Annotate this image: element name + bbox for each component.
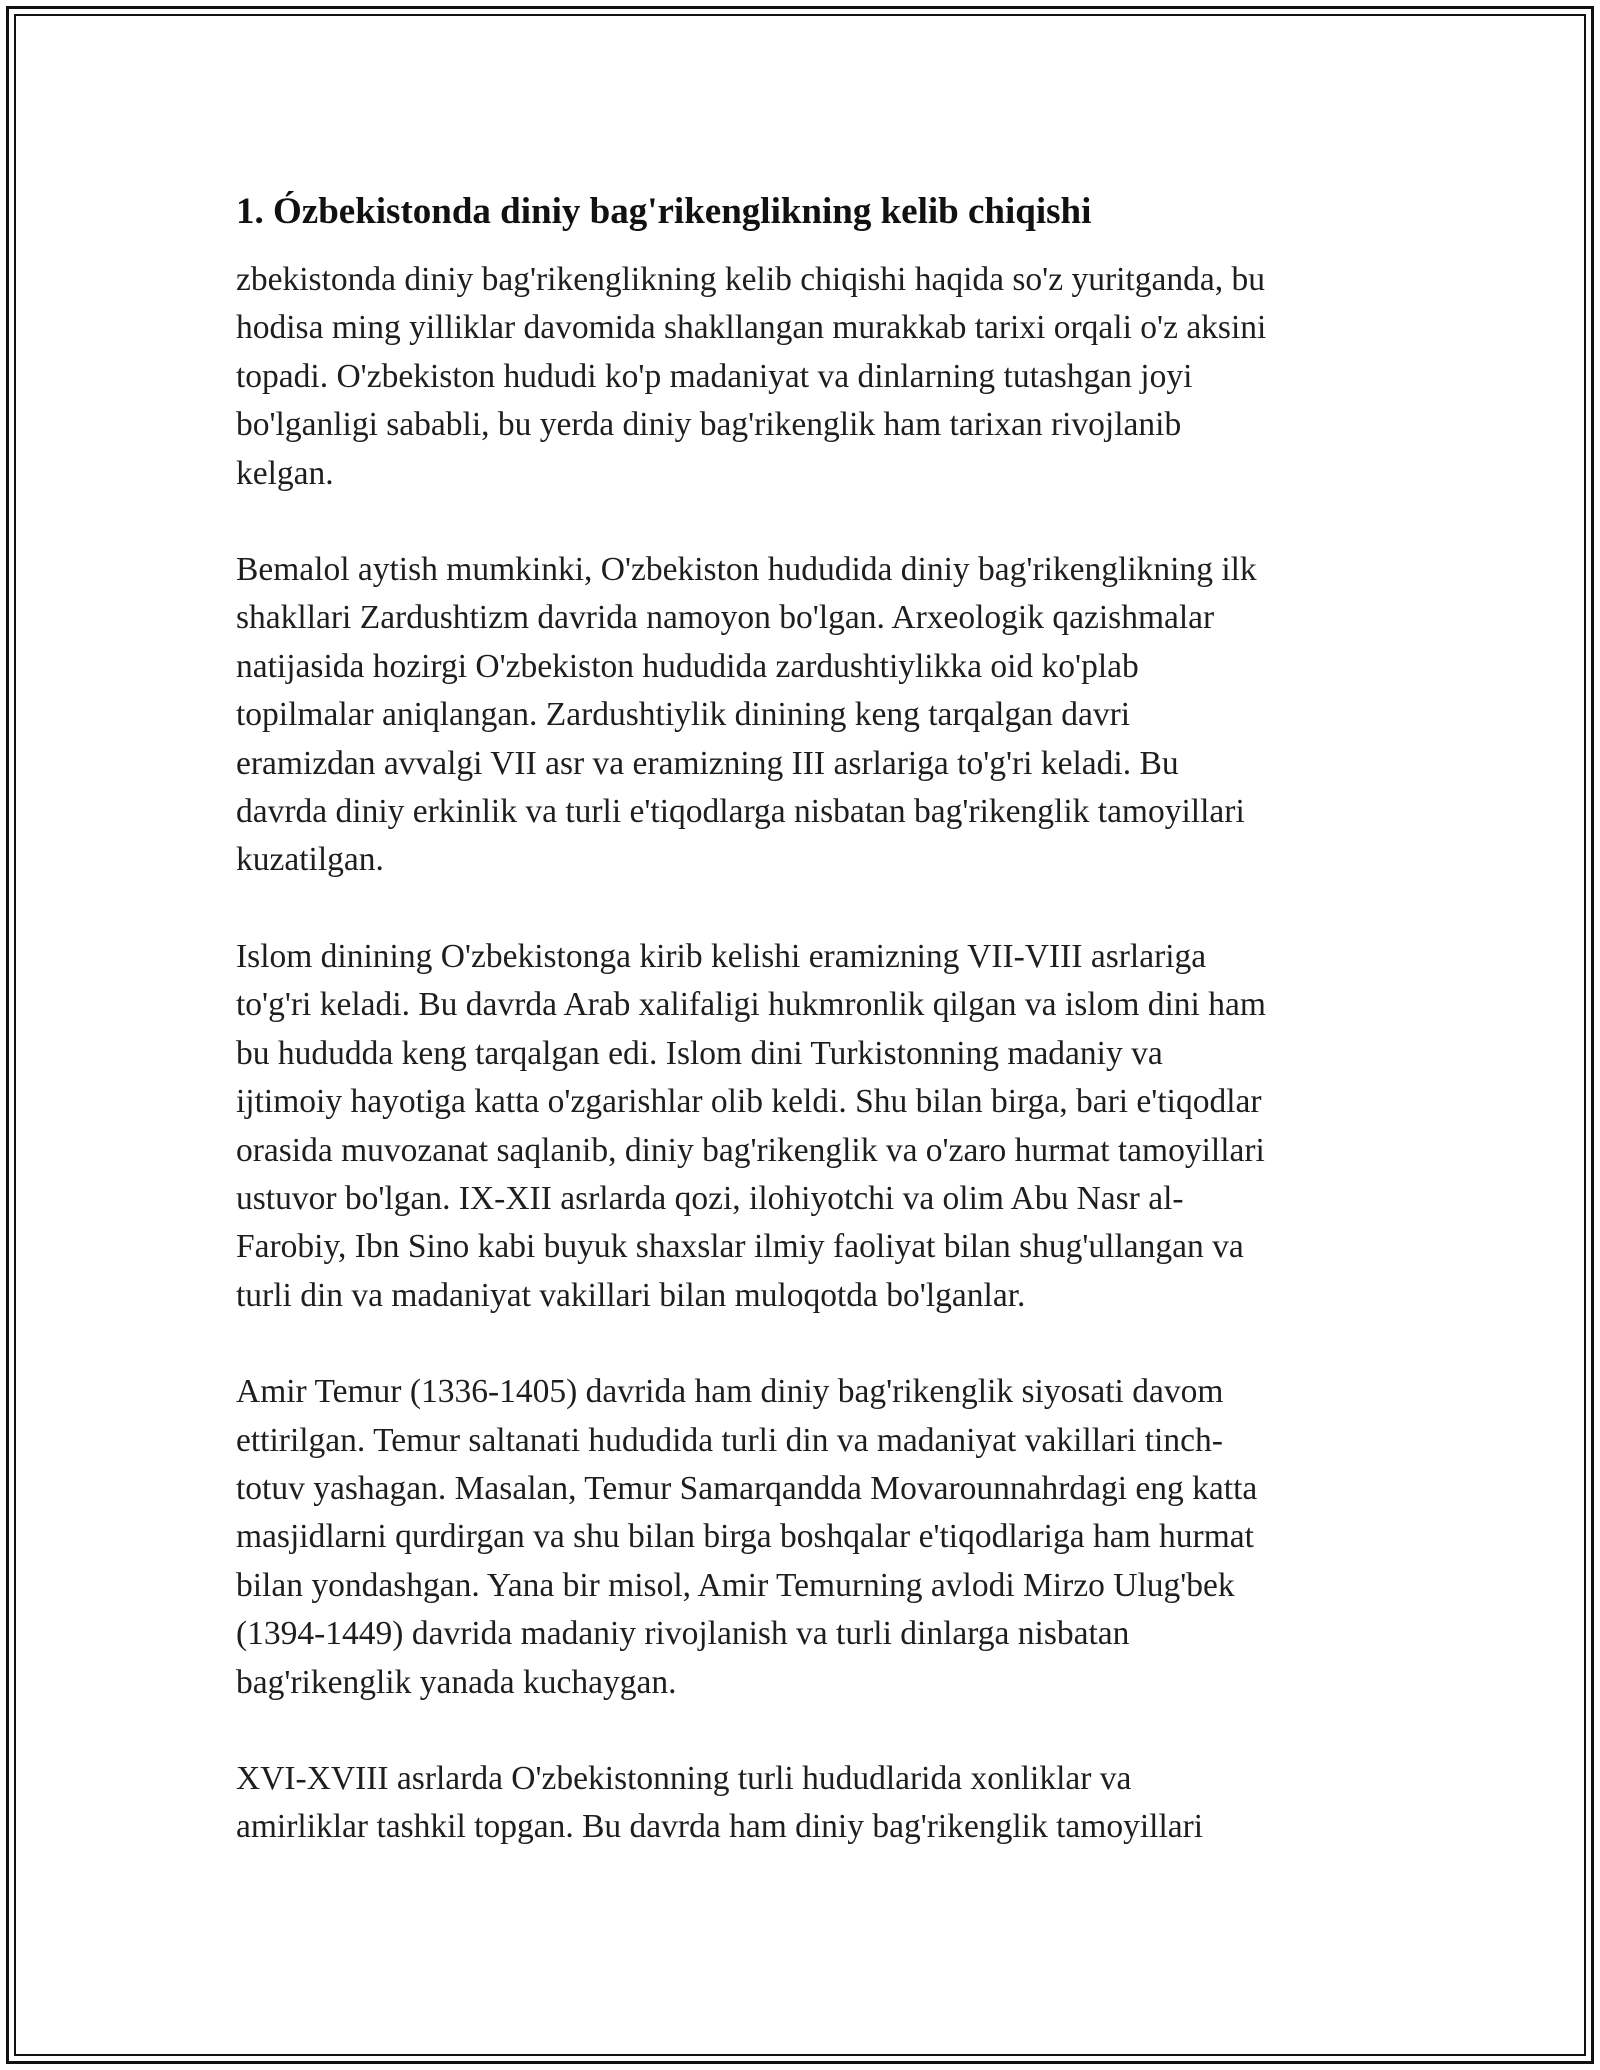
section-heading: 1. Ózbekistonda diniy bag'rikenglikning kelib chiqishi xyxy=(236,191,1092,232)
paragraph-5 xyxy=(236,1755,1368,1852)
text-line: natijasida hozirgi O'zbekiston hududida zardushtiylikka oid ko'plab xyxy=(236,647,1139,685)
paragraph-1 xyxy=(236,256,1368,498)
text-line: bo'lganligi sababli, bu yerda diniy bag'rikenglik ham tarixan rivojlanib xyxy=(236,406,1182,444)
text-line: bag'rikenglik yanada kuchaygan. xyxy=(236,1663,677,1701)
paragraph-2 xyxy=(236,546,1368,885)
text-line: orasida muvozanat saqlanib, diniy bag'rikenglik va o'zaro hurmat tamoyillari xyxy=(236,1131,1265,1169)
text-line: topilmalar aniqlangan. Zardushtiylik dinining keng tarqalgan davri xyxy=(236,696,1131,734)
text-line: amirliklar tashkil topgan. Bu davrda ham diniy bag'rikenglik tamoyillari xyxy=(236,1808,1204,1846)
text-line: masjidlarni qurdirgan va shu bilan birga boshqalar e'tiqodlariga ham hurmat xyxy=(236,1518,1254,1556)
text-line: ettirilgan. Temur saltanati hududida turli din va madaniyat vakillari tinch- xyxy=(236,1421,1223,1459)
text-line: Amir Temur (1336-1405) davrida ham diniy bag'rikenglik siyosati davom xyxy=(236,1373,1224,1411)
document-body xyxy=(236,188,1368,1900)
text-line: hodisa ming yilliklar davomida shakllangan murakkab tarixi orqali o'z aksini xyxy=(236,309,1267,347)
text-line: shakllari Zardushtizm davrida namoyon bo'lgan. Arxeologik qazishmalar xyxy=(236,599,1215,637)
paragraph-3 xyxy=(236,933,1368,1320)
text-line: kelgan. xyxy=(236,454,334,492)
text-line: eramizdan avvalgi VII asr va eramizning III asrlariga to'g'ri keladi. Bu xyxy=(236,744,1179,782)
text-line: davrda diniy erkinlik va turli e'tiqodlarga nisbatan bag'rikenglik tamoyillari xyxy=(236,793,1245,831)
text-line: kuzatilgan. xyxy=(236,841,384,879)
text-line: to'g'ri keladi. Bu davrda Arab xalifaligi hukmronlik qilgan va islom dini ham xyxy=(236,986,1266,1024)
text-line: ustuvor bo'lgan. IX-XII asrlarda qozi, ilohiyotchi va olim Abu Nasr al- xyxy=(236,1179,1184,1217)
text-line: Islom dinining O'zbekistonga kirib kelishi eramizning VII-VIII asrlariga xyxy=(236,937,1207,975)
paragraph-4 xyxy=(236,1368,1368,1707)
text-line: zbekistonda diniy bag'rikenglikning kelib chiqishi haqida so'z yuritganda, bu xyxy=(236,261,1265,298)
text-line: (1394-1449) davrida madaniy rivojlanish va turli dinlarga nisbatan xyxy=(236,1615,1130,1653)
text-line: Farobiy, Ibn Sino kabi buyuk shaxslar ilmiy faoliyat bilan shug'ullangan va xyxy=(236,1228,1244,1266)
text-line: XVI-XVIII asrlarda O'zbekistonning turli hududlarida xonliklar va xyxy=(236,1759,1132,1797)
text-line: turli din va madaniyat vakillari bilan muloqotda bo'lganlar. xyxy=(236,1276,1026,1314)
text-line: totuv yashagan. Masalan, Temur Samarqandda Movarounnahrdagi eng katta xyxy=(236,1469,1258,1507)
text-line: bu hududda keng tarqalgan edi. Islom dini Turkistonning madaniy va xyxy=(236,1034,1163,1072)
text-line: Bemalol aytish mumkinki, O'zbekiston hududida diniy bag'rikenglikning ilk xyxy=(236,551,1257,589)
text-line: bilan yondashgan. Yana bir misol, Amir Temurning avlodi Mirzo Ulug'bek xyxy=(236,1566,1235,1604)
text-line: ijtimoiy hayotiga katta o'zgarishlar olib keldi. Shu bilan birga, bari e'tiqodlar xyxy=(236,1083,1262,1121)
text-line: topadi. O'zbekiston hududi ko'p madaniyat va dinlarning tutashgan joyi xyxy=(236,357,1193,395)
